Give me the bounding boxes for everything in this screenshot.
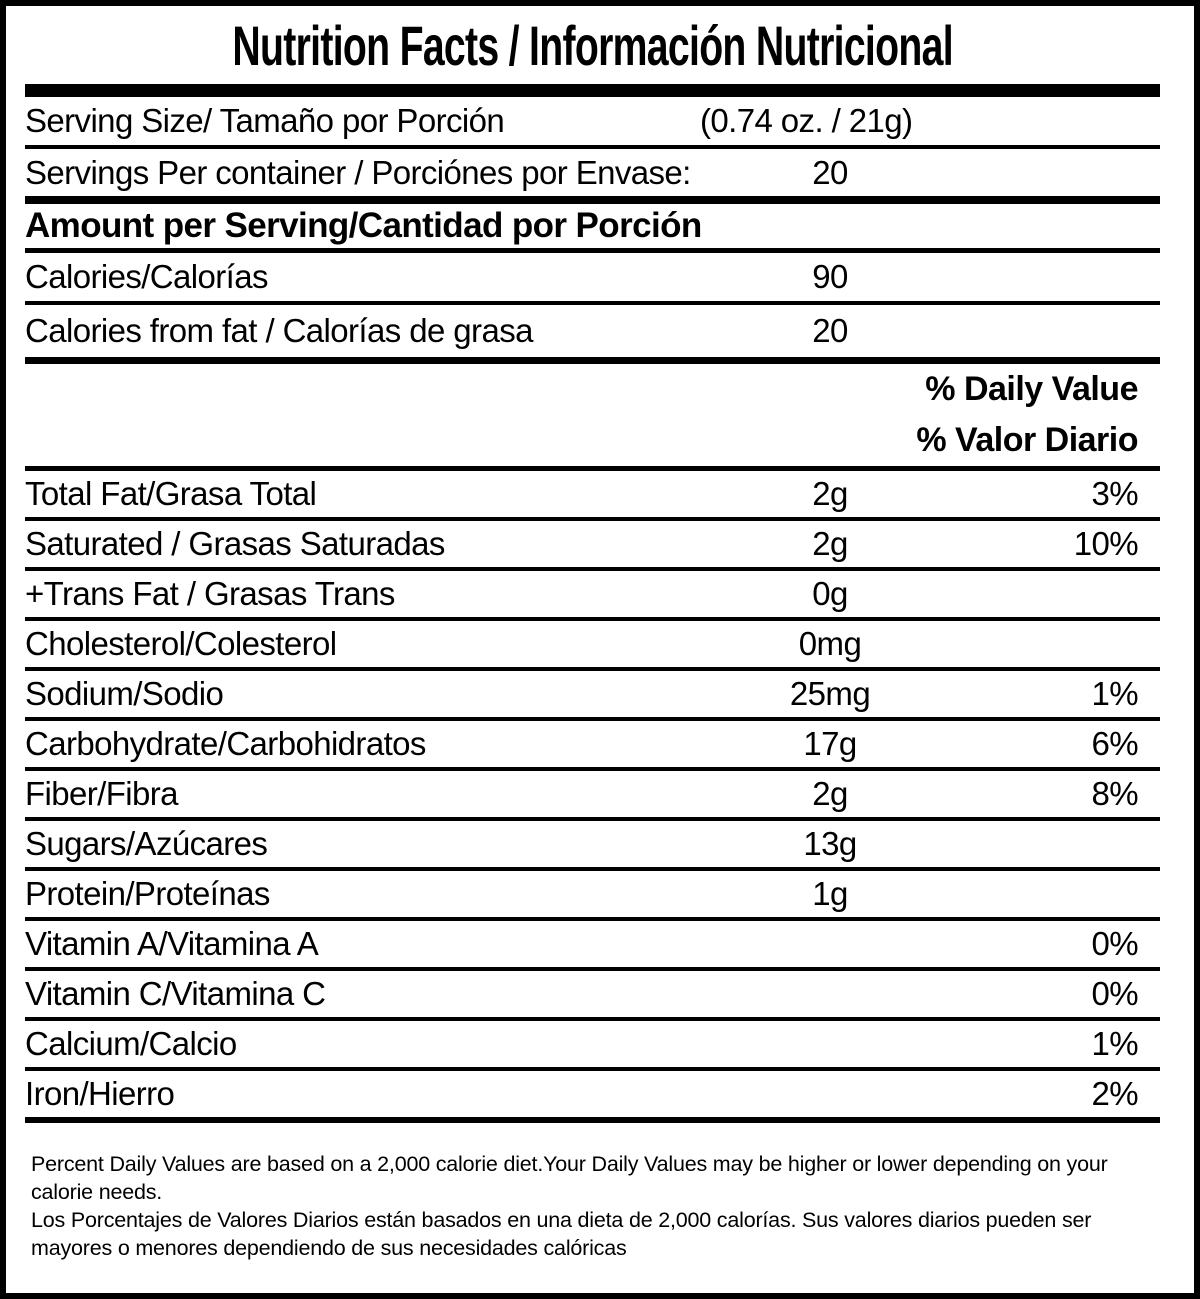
nutrient-row-fiber [25,771,1160,817]
daily-value-heading-es: % Valor Diario [916,421,1138,459]
footnote-block [25,1123,1160,1263]
serving-size-label: Serving Size/ Tamaño por Porción [25,102,505,139]
nutrient-row-trans-fat [25,571,1160,617]
page-title: Nutrition Facts / Información Nutricional [232,13,953,77]
nutrient-row-vitamin-c [25,971,1160,1017]
divider-thick [25,357,1160,364]
nutrient-row-total-fat [25,471,1160,517]
nutrient-amount: 2g [812,525,848,562]
nutrient-dv: 0% [1091,975,1138,1012]
nutrient-label: Calcium/Calcio [25,1025,237,1062]
servings-per-container-label: Servings Per container / Porciónes por Envase: [25,153,691,191]
nutrient-label: Saturated / Grasas Saturadas [25,525,445,562]
calories-value: 90 [812,258,848,295]
row-servings-per-container [25,149,1160,196]
nutrient-row-cholesterol [25,621,1160,667]
serving-size-value: (0.74 oz. / 21g) [700,102,913,139]
nutrient-dv: 8% [1091,775,1138,812]
daily-value-heading-en: % Daily Value [925,370,1138,408]
nutrient-amount: 25mg [789,675,871,712]
nutrient-dv: 2% [1091,1075,1138,1112]
title-divider-bar [25,84,1160,97]
nutrient-label: +Trans Fat / Grasas Trans [25,575,395,612]
nutrient-amount: 17g [803,725,857,762]
calories-from-fat-value: 20 [812,312,848,349]
nutrient-label: Vitamin A/Vitamina A [25,925,319,962]
nutrient-row-sodium [25,671,1160,717]
nutrient-row-carbohydrate [25,721,1160,767]
calories-label: Calories/Calorías [25,258,268,295]
nutrient-label: Cholesterol/Colesterol [25,625,337,662]
nutrient-label: Vitamin C/Vitamina C [25,975,326,1012]
nutrient-dv: 1% [1091,1025,1138,1062]
nutrient-amount: 0g [812,575,848,612]
nutrient-row-saturated [25,521,1160,567]
nutrient-row-protein [25,871,1160,917]
nutrient-amount: 2g [812,475,848,512]
footnote-es: Los Porcentajes de Valores Diarios están basados en una dieta de 2,000 calorías. Sus valores diarios pueden ser mayores o menores dependiendo de sus necesidades calóricas [31,1207,1092,1260]
servings-per-container-value: 20 [812,153,848,191]
nutrient-dv: 3% [1091,475,1138,512]
nutrient-amount: 13g [803,825,857,862]
nutrient-label: Iron/Hierro [25,1075,175,1112]
calories-from-fat-label: Calories from fat / Calorías de grasa [25,312,533,349]
row-serving-size [25,97,1160,145]
nutrient-label: Sodium/Sodio [25,675,224,712]
nutrient-amount: 1g [812,875,848,912]
row-calories [25,253,1160,301]
nutrient-label: Carbohydrate/Carbohidratos [25,725,426,762]
nutrient-dv: 0% [1091,925,1138,962]
nutrient-row-vitamin-a [25,921,1160,967]
nutrient-label: Protein/Proteínas [25,875,270,912]
nutrient-amount: 2g [812,775,848,812]
label-header [25,6,1160,84]
nutrient-amount: 0mg [798,625,862,662]
nutrient-dv: 10% [1073,525,1138,562]
nutrient-label: Sugars/Azúcares [25,825,268,862]
nutrient-dv: 6% [1091,725,1138,762]
footnote-en: Percent Daily Values are based on a 2,000 calorie diet.Your Daily Values may be higher or lower depending on your calorie needs. [31,1152,1108,1204]
nutrient-row-calcium [25,1021,1160,1067]
row-calories-from-fat [25,305,1160,357]
nutrient-dv: 1% [1091,675,1138,712]
amount-per-serving-heading: Amount per Serving/Cantidad por Porción [25,206,702,245]
nutrient-row-iron [25,1071,1160,1117]
divider-thick [25,196,1160,204]
nutrient-row-sugars [25,821,1160,867]
nutrient-label: Total Fat/Grasa Total [25,475,317,512]
nutrient-label: Fiber/Fibra [25,775,178,812]
